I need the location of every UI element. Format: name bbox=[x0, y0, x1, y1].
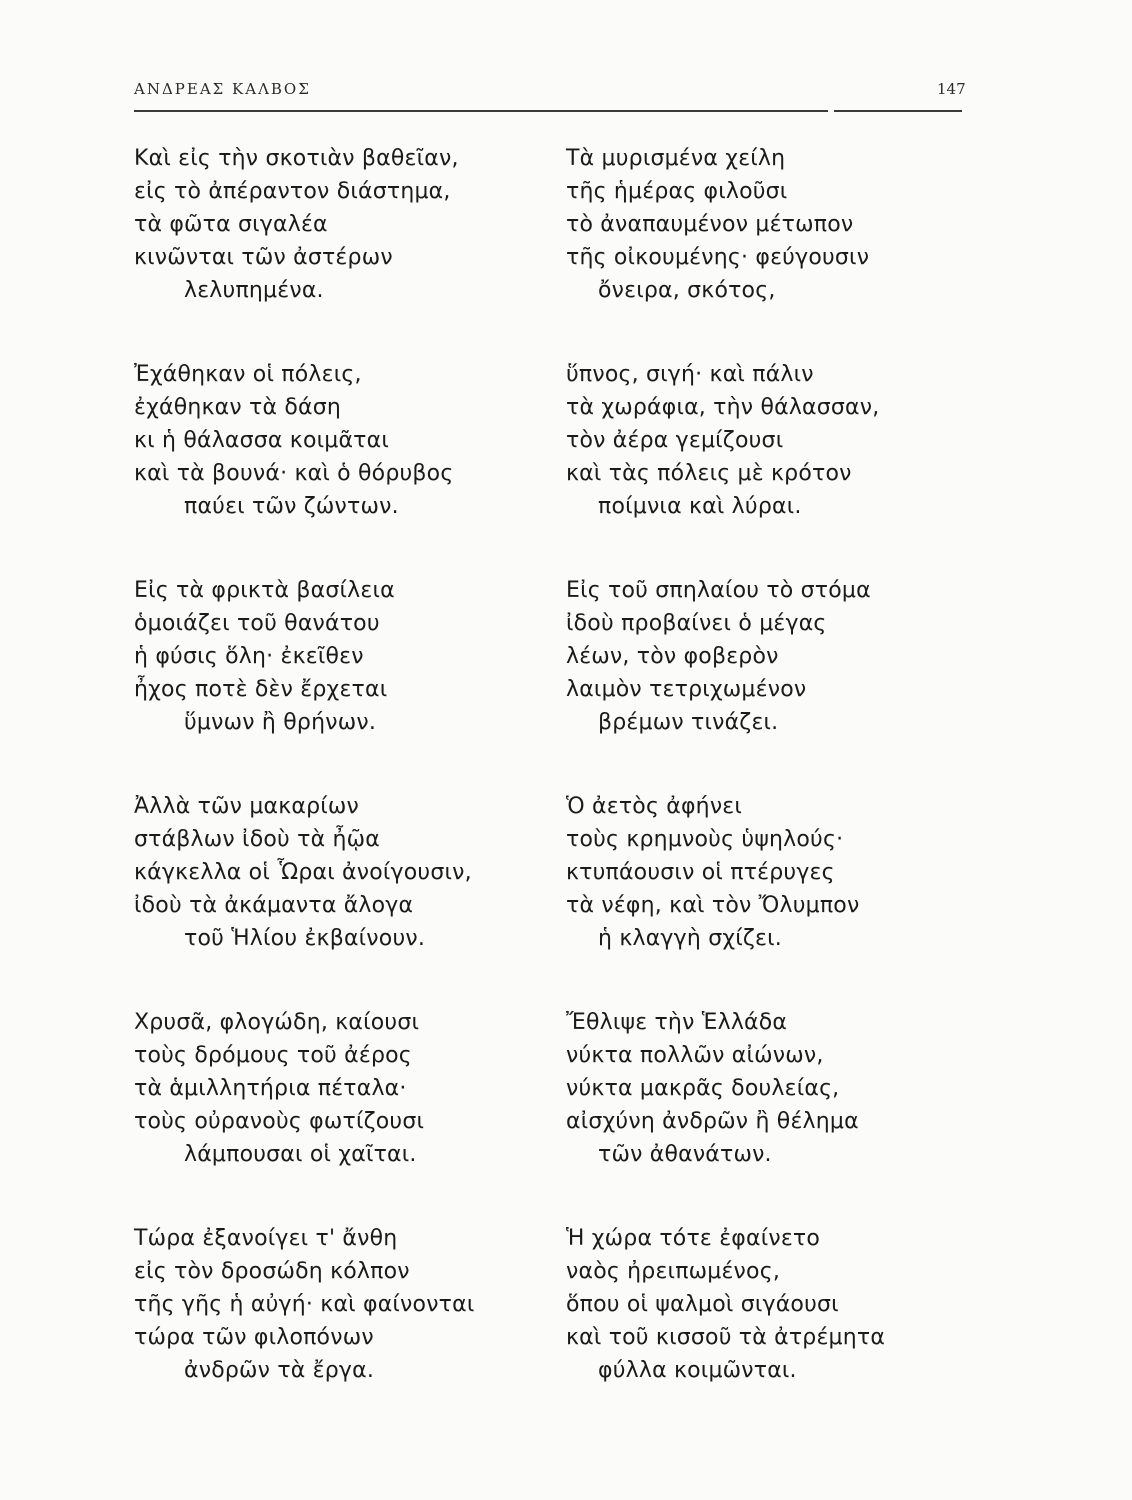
verse-line: ἡ κλαγγὴ σχίζει. bbox=[598, 926, 782, 951]
verse-line: τῶν ἀθανάτων. bbox=[598, 1142, 772, 1167]
verse-line: ναὸς ἠρειπωμένος, bbox=[566, 1259, 781, 1284]
verse-line: κι ἡ θάλασσα κοιμᾶται bbox=[134, 428, 389, 453]
verse-line: τὰ νέφη, καὶ τὸν Ὄλυμπον bbox=[566, 893, 860, 918]
header-rule bbox=[134, 110, 828, 112]
verse-line: Καὶ εἰς τὴν σκοτιὰν βαθεῖαν, bbox=[134, 146, 459, 171]
verse-line: τοὺς δρόμους τοῦ ἀέρος bbox=[134, 1043, 412, 1068]
verse-line: Ἔθλιψε τὴν Ἑλλάδα bbox=[566, 1010, 788, 1035]
running-title: ΑΝΔΡΕΑΣ ΚΑΛΒΟΣ bbox=[134, 80, 311, 98]
verse-line: εἰς τὸ ἀπέραντον διάστημα, bbox=[134, 179, 451, 204]
stanza bbox=[566, 358, 986, 574]
verse-line: καὶ τὰς πόλεις μὲ κρότον bbox=[566, 461, 852, 486]
stanza bbox=[134, 1006, 554, 1222]
verse-line: ἀνδρῶν τὰ ἔργα. bbox=[184, 1358, 375, 1383]
verse-line: κάγκελλα οἱ Ὧραι ἀνοίγουσιν, bbox=[134, 860, 472, 885]
page-number: 147 bbox=[937, 80, 966, 98]
verse-line: τοὺς οὐρανοὺς φωτίζουσι bbox=[134, 1109, 425, 1134]
stanza bbox=[566, 574, 986, 790]
verse-line: ὕμνων ἢ θρήνων. bbox=[184, 710, 377, 735]
verse-line: ὁμοιάζει τοῦ θανάτου bbox=[134, 611, 380, 636]
stanza bbox=[566, 142, 986, 358]
verse-line: λάμπουσαι οἱ χαῖται. bbox=[184, 1142, 417, 1167]
verse-line: τὰ φῶτα σιγαλέα bbox=[134, 212, 328, 237]
verse-line: ἰδοὺ τὰ ἀκάμαντα ἄλογα bbox=[134, 893, 414, 918]
stanza bbox=[134, 358, 554, 574]
verse-line: τῆς ἡμέρας φιλοῦσι bbox=[566, 179, 788, 204]
verse-line: στάβλων ἰδοὺ τὰ ἦῷα bbox=[134, 827, 380, 852]
verse-line: Τὰ μυρισμένα χείλη bbox=[566, 146, 786, 171]
verse-line: φύλλα κοιμῶνται. bbox=[598, 1358, 797, 1383]
stanza bbox=[566, 1006, 986, 1222]
stanza bbox=[134, 790, 554, 1006]
verse-line: λελυπημένα. bbox=[184, 278, 324, 303]
verse-line: κινῶνται τῶν ἀστέρων bbox=[134, 245, 393, 270]
verse-line: τῆς γῆς ἡ αὐγή· καὶ φαίνονται bbox=[134, 1292, 475, 1317]
verse-line: ὅπου οἱ ψαλμοὶ σιγάουσι bbox=[566, 1292, 839, 1317]
verse-line: ποίμνια καὶ λύραι. bbox=[598, 494, 802, 519]
verse-line: λαιμὸν τετριχωμένον bbox=[566, 677, 807, 702]
verse-line: τὰ χωράφια, τὴν θάλασσαν, bbox=[566, 395, 880, 420]
verse-line: βρέμων τινάζει. bbox=[598, 710, 779, 735]
verse-line: τώρα τῶν φιλοπόνων bbox=[134, 1325, 374, 1350]
verse-line: εἰς τὸν δροσώδη κόλπον bbox=[134, 1259, 410, 1284]
stanza bbox=[566, 1222, 986, 1438]
right-column bbox=[566, 142, 986, 1438]
verse-line: ἦχος ποτὲ δὲν ἔρχεται bbox=[134, 677, 388, 702]
stanza bbox=[134, 574, 554, 790]
verse-line: ἡ φύσις ὅλη· ἐκεῖθεν bbox=[134, 644, 364, 669]
verse-line: νύκτα μακρᾶς δουλείας, bbox=[566, 1076, 840, 1101]
verse-line: ἰδοὺ προβαίνει ὁ μέγας bbox=[566, 611, 827, 636]
verse-line: παύει τῶν ζώντων. bbox=[184, 494, 399, 519]
verse-line: καὶ τοῦ κισσοῦ τὰ ἀτρέμητα bbox=[566, 1325, 886, 1350]
stanza bbox=[134, 1222, 554, 1438]
left-column bbox=[134, 142, 554, 1438]
verse-line: καὶ τὰ βουνά· καὶ ὁ θόρυβος bbox=[134, 461, 454, 486]
stanza bbox=[134, 142, 554, 358]
verse-line: ἐχάθηκαν τὰ δάση bbox=[134, 395, 342, 420]
verse-line: κτυπάουσιν οἱ πτέρυγες bbox=[566, 860, 835, 885]
verse-line: αἰσχύνη ἀνδρῶν ἢ θέλημα bbox=[566, 1109, 859, 1134]
verse-line: ὄνειρα, σκότος, bbox=[598, 278, 776, 303]
verse-line: Ἀλλὰ τῶν μακαρίων bbox=[134, 794, 360, 819]
verse-line: τὸν ἀέρα γεμίζουσι bbox=[566, 428, 784, 453]
verse-line: τὸ ἀναπαυμένον μέτωπον bbox=[566, 212, 854, 237]
verse-line: Τώρα ἐξανοίγει τ' ἄνθη bbox=[134, 1226, 398, 1251]
verse-line: Ὁ ἀετὸς ἀφήνει bbox=[566, 794, 743, 819]
verse-line: Ἡ χώρα τότε ἐφαίνετο bbox=[566, 1226, 821, 1251]
verse-line: Ἐχάθηκαν οἱ πόλεις, bbox=[134, 362, 362, 387]
header-rule bbox=[834, 110, 962, 112]
verse-line: λέων, τὸν φοβερὸν bbox=[566, 644, 779, 669]
verse-line: Εἰς τοῦ σπηλαίου τὸ στόμα bbox=[566, 578, 871, 603]
verse-line: τοὺς κρημνοὺς ὑψηλούς· bbox=[566, 827, 844, 852]
verse-line: ὕπνος, σιγή· καὶ πάλιν bbox=[566, 362, 814, 387]
verse-line: τὰ ἁμιλλητήρια πέταλα· bbox=[134, 1076, 407, 1101]
stanza bbox=[566, 790, 986, 1006]
verse-line: νύκτα πολλῶν αἰώνων, bbox=[566, 1043, 824, 1068]
verse-line: τῆς οἰκουμένης· φεύγουσιν bbox=[566, 245, 870, 270]
verse-line: Εἰς τὰ φρικτὰ βασίλεια bbox=[134, 578, 395, 603]
verse-line: τοῦ Ἡλίου ἐκβαίνουν. bbox=[184, 926, 426, 951]
verse-line: Χρυσᾶ, φλογώδη, καίουσι bbox=[134, 1010, 420, 1035]
